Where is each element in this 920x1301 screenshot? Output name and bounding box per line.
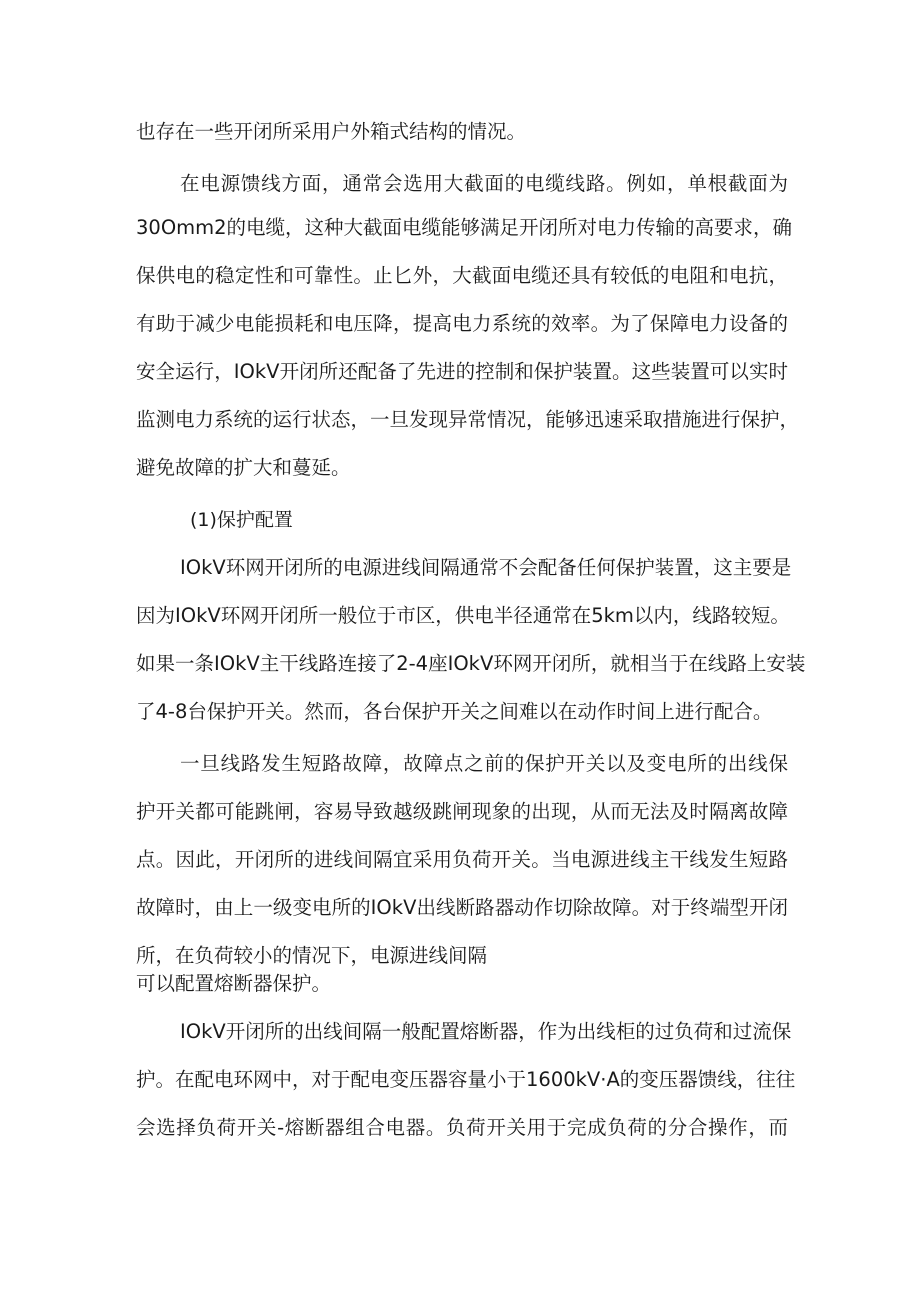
text-line: 30Omm2的电缆，这种大截面电缆能够满足开闭所对电力传输的高要求，确 bbox=[136, 216, 793, 239]
text-line: 护。在配电环网中，对于配电变压器容量小于1600kV·A的变压器馈线，往往 bbox=[136, 1068, 796, 1091]
text-line: 故障时，由上一级变电所的IOkV出线断路器动作切除故障。对于终端型开闭 bbox=[136, 896, 788, 919]
text-line: 因为IOkV环网开闭所一般位于市区，供电半径通常在5km以内，线路较短。 bbox=[136, 604, 790, 627]
text-line: 点。因此，开闭所的进线间隔宜采用负荷开关。当电源进线主干线发生短路 bbox=[136, 848, 788, 871]
section-heading: (1)保护配置 bbox=[190, 509, 293, 531]
text-line: 监测电力系统的运行状态，一旦发现异常情况，能够迅速采取措施进行保护， bbox=[136, 408, 800, 431]
text-line: 保供电的稳定性和可靠性。止匕外，大截面电缆还具有较低的电阻和电抗， bbox=[136, 264, 788, 287]
text-line: 可以配置熔断器保护。 bbox=[136, 972, 332, 995]
text-line: 安全运行，IOkV开闭所还配备了先进的控制和保护装置。这些装置可以实时 bbox=[136, 360, 788, 383]
text-line: 有助于减少电能损耗和电压降，提高电力系统的效率。为了保障电力设备的 bbox=[136, 312, 788, 335]
text-line: IOkV环网开闭所的电源进线间隔通常不会配备任何保护装置，这主要是 bbox=[180, 556, 792, 579]
text-line: 会选择负荷开关-熔断器组合电器。负荷开关用于完成负荷的分合操作，而 bbox=[136, 1116, 788, 1139]
text-line: 避免故障的扩大和蔓延。 bbox=[136, 456, 351, 479]
text-line: 如果一条IOkV主干线路连接了2-4座IOkV环网开闭所，就相当于在线路上安装 bbox=[136, 652, 806, 675]
text-line: 也存在一些开闭所采用户外箱式结构的情况。 bbox=[136, 120, 527, 143]
text-line: 护开关都可能跳闸，容易导致越级跳闸现象的出现，从而无法及时隔离故障 bbox=[136, 800, 788, 823]
text-line: 了4-8台保护开关。然而，各台保护开关之间难以在动作时间上进行配合。 bbox=[136, 700, 773, 723]
text-line: 在电源馈线方面，通常会选用大截面的电缆线路。例如，单根截面为 bbox=[180, 172, 788, 195]
text-line: 所，在负荷较小的情况下，电源进线间隔 bbox=[136, 944, 488, 967]
text-line: 一旦线路发生短路故障，故障点之前的保护开关以及变电所的出线保 bbox=[180, 752, 788, 775]
text-line: IOkV开闭所的出线间隔一般配置熔断器，作为出线柜的过负荷和过流保 bbox=[180, 1020, 792, 1043]
